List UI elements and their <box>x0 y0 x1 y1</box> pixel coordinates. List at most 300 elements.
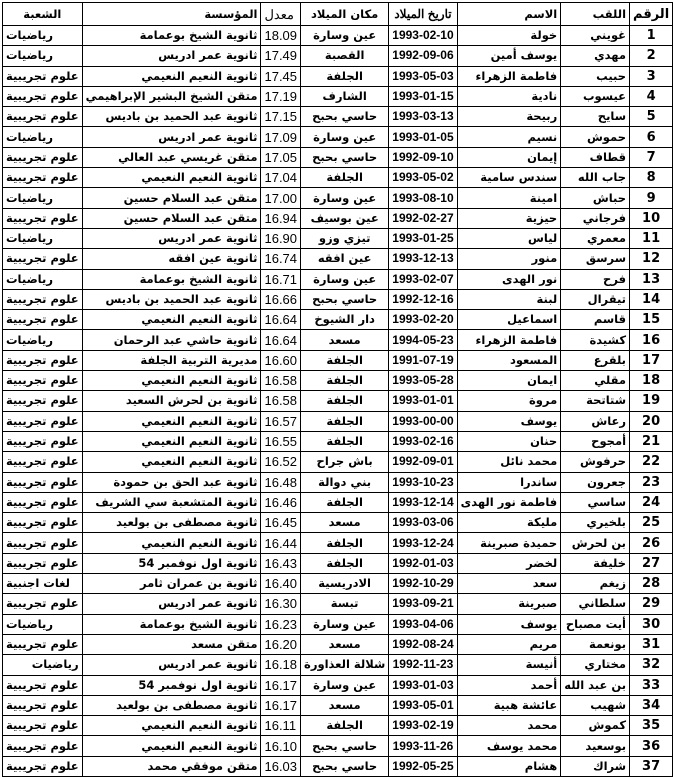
birth-place-cell: شلالة العذاورة <box>301 655 389 675</box>
last-name-cell: رعاش <box>561 411 630 431</box>
row-num-cell: 22 <box>630 452 673 472</box>
row-num-cell: 26 <box>630 533 673 553</box>
last-name-cell: بلقرع <box>561 350 630 370</box>
school-cell: مديرية التربية الجلفة <box>82 350 261 370</box>
table-row <box>3 472 673 492</box>
birth-date-cell: 1993-09-21 <box>389 594 457 614</box>
branch-cell: رياضيات <box>3 46 83 66</box>
average-cell: 16.64 <box>261 310 301 330</box>
first-name-cell: خولة <box>457 26 561 46</box>
last-name-cell: حرفوش <box>561 452 630 472</box>
birth-place-cell: مسعد <box>301 695 389 715</box>
row-num-cell: 8 <box>630 168 673 188</box>
table-row <box>3 391 673 411</box>
birth-date-cell: 1993-05-28 <box>389 371 457 391</box>
table-row <box>3 350 673 370</box>
birth-place-cell: عين وسارة <box>301 188 389 208</box>
average-cell: 16.52 <box>261 452 301 472</box>
header-last-name: اللقب <box>561 3 630 26</box>
first-name-cell: أنيسة <box>457 655 561 675</box>
average-cell: 16.60 <box>261 350 301 370</box>
table-row <box>3 86 673 106</box>
first-name-cell: سندس سامية <box>457 168 561 188</box>
birth-date-cell: 1993-01-03 <box>389 675 457 695</box>
table-row <box>3 655 673 675</box>
birth-date-cell: 1993-08-10 <box>389 188 457 208</box>
school-cell: متقن مسعد <box>82 634 261 654</box>
birth-date-cell: 1993-02-07 <box>389 269 457 289</box>
branch-cell: رياضيات <box>3 228 83 248</box>
row-num-cell: 35 <box>630 716 673 736</box>
row-num-cell: 14 <box>630 289 673 309</box>
birth-date-cell: 1993-11-26 <box>389 736 457 756</box>
birth-date-cell: 1992-01-03 <box>389 553 457 573</box>
average-cell: 17.15 <box>261 107 301 127</box>
first-name-cell: لياس <box>457 228 561 248</box>
school-cell: ثانوية النعيم النعيمي <box>82 371 261 391</box>
birth-date-cell: 1994-05-23 <box>389 330 457 350</box>
average-cell: 16.44 <box>261 533 301 553</box>
row-num-cell: 28 <box>630 574 673 594</box>
row-num-cell: 10 <box>630 208 673 228</box>
school-cell: متقن موفقي محمد <box>82 756 261 776</box>
birth-place-cell: باش جراح <box>301 452 389 472</box>
school-cell: ثانوية حاشي عبد الرحمان <box>82 330 261 350</box>
branch-cell: علوم تجريبية <box>3 716 83 736</box>
birth-place-cell: الجلفة <box>301 168 389 188</box>
average-cell: 17.04 <box>261 168 301 188</box>
branch-cell: رياضيات <box>3 330 83 350</box>
birth-date-cell: 1992-10-29 <box>389 574 457 594</box>
last-name-cell: أمجوح <box>561 431 630 451</box>
branch-cell: لغات اجنبية <box>3 574 83 594</box>
average-cell: 17.49 <box>261 46 301 66</box>
branch-cell: علوم تجريبية <box>3 249 83 269</box>
average-cell: 17.45 <box>261 66 301 86</box>
birth-date-cell: 1992-11-23 <box>389 655 457 675</box>
birth-place-cell: بني دوالة <box>301 472 389 492</box>
row-num-cell: 4 <box>630 86 673 106</box>
birth-place-cell: عين وسارة <box>301 614 389 634</box>
last-name-cell: بونعمة <box>561 634 630 654</box>
average-cell: 16.43 <box>261 553 301 573</box>
birth-date-cell: 1993-00-00 <box>389 411 457 431</box>
birth-date-cell: 1992-09-06 <box>389 46 457 66</box>
first-name-cell: حيزية <box>457 208 561 228</box>
birth-place-cell: مسعد <box>301 513 389 533</box>
last-name-cell: قاسم <box>561 310 630 330</box>
last-name-cell: جاب الله <box>561 168 630 188</box>
first-name-cell: نسيم <box>457 127 561 147</box>
table-row <box>3 107 673 127</box>
birth-place-cell: حاسي بحبح <box>301 147 389 167</box>
birth-date-cell: 1992-09-10 <box>389 147 457 167</box>
school-cell: ثانوية المتشعبة سي الشريف <box>82 492 261 512</box>
last-name-cell: عيسوب <box>561 86 630 106</box>
birth-date-cell: 1993-10-23 <box>389 472 457 492</box>
last-name-cell: مهدي <box>561 46 630 66</box>
birth-place-cell: الجلفة <box>301 391 389 411</box>
birth-place-cell: مسعد <box>301 634 389 654</box>
average-cell: 16.66 <box>261 289 301 309</box>
table-row <box>3 127 673 147</box>
average-cell: 16.58 <box>261 371 301 391</box>
average-cell: 16.18 <box>261 655 301 675</box>
average-cell: 16.03 <box>261 756 301 776</box>
row-num-cell: 3 <box>630 66 673 86</box>
first-name-cell: يوسف أمين <box>457 46 561 66</box>
school-cell: ثانوية النعيم النعيمي <box>82 431 261 451</box>
last-name-cell: ساسي <box>561 492 630 512</box>
school-cell: ثانوية النعيم النعيمي <box>82 66 261 86</box>
first-name-cell: أحمد <box>457 675 561 695</box>
birth-date-cell: 1993-05-01 <box>389 695 457 715</box>
first-name-cell: محمد يوسف <box>457 736 561 756</box>
last-name-cell: زيغم <box>561 574 630 594</box>
birth-place-cell: دار الشيوخ <box>301 310 389 330</box>
birth-date-cell: 1992-02-27 <box>389 208 457 228</box>
average-cell: 16.57 <box>261 411 301 431</box>
table-row <box>3 492 673 512</box>
birth-date-cell: 1993-02-20 <box>389 310 457 330</box>
row-num-cell: 23 <box>630 472 673 492</box>
row-num-cell: 7 <box>630 147 673 167</box>
first-name-cell: منور <box>457 249 561 269</box>
table-row <box>3 289 673 309</box>
branch-cell: رياضيات <box>3 655 83 675</box>
row-num-cell: 21 <box>630 431 673 451</box>
row-num-cell: 15 <box>630 310 673 330</box>
row-num-cell: 17 <box>630 350 673 370</box>
branch-cell: علوم تجريبية <box>3 66 83 86</box>
birth-date-cell: 1992-05-25 <box>389 756 457 776</box>
average-cell: 16.40 <box>261 574 301 594</box>
row-num-cell: 13 <box>630 269 673 289</box>
school-cell: ثانوية عمر ادريس <box>82 46 261 66</box>
school-cell: ثانوية عمر ادريس <box>82 127 261 147</box>
birth-place-cell: عين افقه <box>301 249 389 269</box>
school-cell: ثانوية مصطفى بن بولعيد <box>82 513 261 533</box>
birth-date-cell: 1991-07-19 <box>389 350 457 370</box>
table-row <box>3 574 673 594</box>
birth-place-cell: الشارف <box>301 86 389 106</box>
row-num-cell: 5 <box>630 107 673 127</box>
row-num-cell: 34 <box>630 695 673 715</box>
birth-place-cell: الجلفة <box>301 553 389 573</box>
row-num-cell: 31 <box>630 634 673 654</box>
birth-place-cell: عين وسارة <box>301 127 389 147</box>
branch-cell: علوم تجريبية <box>3 310 83 330</box>
table-row <box>3 26 673 46</box>
school-cell: ثانوية النعيم النعيمي <box>82 533 261 553</box>
last-name-cell: مختاري <box>561 655 630 675</box>
branch-cell: علوم تجريبية <box>3 86 83 106</box>
row-num-cell: 20 <box>630 411 673 431</box>
table-row <box>3 310 673 330</box>
last-name-cell: معمري <box>561 228 630 248</box>
school-cell: ثانوية عبد الحق بن حمودة <box>82 472 261 492</box>
branch-cell: علوم تجريبية <box>3 208 83 228</box>
school-cell: ثانوية اول نوفمبر 54 <box>82 675 261 695</box>
last-name-cell: سايح <box>561 107 630 127</box>
table-row <box>3 594 673 614</box>
first-name-cell: نور الهدى <box>457 269 561 289</box>
table-row <box>3 228 673 248</box>
first-name-cell: اسماعيل <box>457 310 561 330</box>
table-row <box>3 553 673 573</box>
last-name-cell: سرسق <box>561 249 630 269</box>
branch-cell: علوم تجريبية <box>3 533 83 553</box>
birth-place-cell: الجلفة <box>301 431 389 451</box>
school-cell: متقن غريسي عبد العالي <box>82 147 261 167</box>
birth-date-cell: 1993-02-10 <box>389 26 457 46</box>
table-body <box>3 26 673 777</box>
table-row <box>3 168 673 188</box>
table-row <box>3 452 673 472</box>
last-name-cell: أيت مصباح <box>561 614 630 634</box>
last-name-cell: شتاتحة <box>561 391 630 411</box>
branch-cell: علوم تجريبية <box>3 756 83 776</box>
branch-cell: رياضيات <box>3 269 83 289</box>
average-cell: 16.20 <box>261 634 301 654</box>
last-name-cell: قطاف <box>561 147 630 167</box>
row-num-cell: 27 <box>630 553 673 573</box>
header-average: معدل <box>261 3 301 26</box>
results-table <box>2 2 673 777</box>
first-name-cell: امينة <box>457 188 561 208</box>
birth-date-cell: 1993-12-13 <box>389 249 457 269</box>
branch-cell: علوم تجريبية <box>3 107 83 127</box>
branch-cell: علوم تجريبية <box>3 492 83 512</box>
table-row <box>3 614 673 634</box>
table-row <box>3 269 673 289</box>
birth-place-cell: مسعد <box>301 330 389 350</box>
school-cell: ثانوية النعيم النعيمي <box>82 736 261 756</box>
average-cell: 16.11 <box>261 716 301 736</box>
average-cell: 16.46 <box>261 492 301 512</box>
school-cell: متقن الشيخ البشير الإبراهيمي <box>82 86 261 106</box>
birth-place-cell: حاسي بحبح <box>301 736 389 756</box>
last-name-cell: سلطاني <box>561 594 630 614</box>
birth-date-cell: 1993-02-19 <box>389 716 457 736</box>
first-name-cell: لخضر <box>457 553 561 573</box>
row-num-cell: 18 <box>630 371 673 391</box>
branch-cell: رياضيات <box>3 614 83 634</box>
table-row <box>3 147 673 167</box>
school-cell: ثانوية عين افقه <box>82 249 261 269</box>
school-cell: ثانوية النعيم النعيمي <box>82 716 261 736</box>
birth-place-cell: حاسي بحبح <box>301 107 389 127</box>
average-cell: 16.17 <box>261 695 301 715</box>
birth-place-cell: حاسي بحبح <box>301 756 389 776</box>
first-name-cell: فاطمة نور الهدى <box>457 492 561 512</box>
row-num-cell: 6 <box>630 127 673 147</box>
last-name-cell: جعرون <box>561 472 630 492</box>
average-cell: 16.45 <box>261 513 301 533</box>
school-cell: ثانوية عمر ادريس <box>82 655 261 675</box>
first-name-cell: ايمان <box>457 371 561 391</box>
birth-place-cell: الجلفة <box>301 716 389 736</box>
birth-place-cell: الجلفة <box>301 411 389 431</box>
branch-cell: علوم تجريبية <box>3 147 83 167</box>
birth-place-cell: تيزي وزو <box>301 228 389 248</box>
average-cell: 16.10 <box>261 736 301 756</box>
last-name-cell: كشيدة <box>561 330 630 350</box>
average-cell: 18.09 <box>261 26 301 46</box>
last-name-cell: غويني <box>561 26 630 46</box>
school-cell: متقن عبد السلام حسين <box>82 208 261 228</box>
average-cell: 16.71 <box>261 269 301 289</box>
row-num-cell: 33 <box>630 675 673 695</box>
birth-place-cell: الجلفة <box>301 533 389 553</box>
first-name-cell: سعد <box>457 574 561 594</box>
branch-cell: رياضيات <box>3 127 83 147</box>
first-name-cell: نادية <box>457 86 561 106</box>
birth-date-cell: 1993-12-24 <box>389 533 457 553</box>
table-row <box>3 634 673 654</box>
first-name-cell: محمد <box>457 716 561 736</box>
average-cell: 17.09 <box>261 127 301 147</box>
birth-place-cell: القصبة <box>301 46 389 66</box>
birth-date-cell: 1993-12-14 <box>389 492 457 512</box>
header-num: الرقم <box>630 3 673 26</box>
branch-cell: علوم تجريبية <box>3 472 83 492</box>
birth-date-cell: 1993-01-25 <box>389 228 457 248</box>
last-name-cell: تيقرال <box>561 289 630 309</box>
last-name-cell: شهيب <box>561 695 630 715</box>
birth-place-cell: تبسة <box>301 594 389 614</box>
birth-date-cell: 1993-01-01 <box>389 391 457 411</box>
branch-cell: علوم تجريبية <box>3 634 83 654</box>
school-cell: ثانوية الشيخ بوعمامة <box>82 26 261 46</box>
table-row <box>3 46 673 66</box>
school-cell: ثانوية النعيم النعيمي <box>82 411 261 431</box>
table-row <box>3 188 673 208</box>
table-row <box>3 371 673 391</box>
birth-place-cell: الجلفة <box>301 350 389 370</box>
branch-cell: علوم تجريبية <box>3 391 83 411</box>
table-row <box>3 513 673 533</box>
first-name-cell: فاطمة الزهراء <box>457 330 561 350</box>
average-cell: 16.94 <box>261 208 301 228</box>
last-name-cell: خليفة <box>561 553 630 573</box>
branch-cell: علوم تجريبية <box>3 350 83 370</box>
branch-cell: علوم تجريبية <box>3 431 83 451</box>
header-first-name: الاسم <box>457 3 561 26</box>
first-name-cell: يوسف <box>457 614 561 634</box>
last-name-cell: كموش <box>561 716 630 736</box>
branch-cell: علوم تجريبية <box>3 411 83 431</box>
first-name-cell: ساندرا <box>457 472 561 492</box>
school-cell: ثانوية بن لحرش السعيد <box>82 391 261 411</box>
branch-cell: علوم تجريبية <box>3 594 83 614</box>
branch-cell: علوم تجريبية <box>3 513 83 533</box>
row-num-cell: 12 <box>630 249 673 269</box>
table-row <box>3 208 673 228</box>
average-cell: 17.05 <box>261 147 301 167</box>
last-name-cell: بوسعيد <box>561 736 630 756</box>
birth-date-cell: 1993-03-13 <box>389 107 457 127</box>
row-num-cell: 37 <box>630 756 673 776</box>
row-num-cell: 25 <box>630 513 673 533</box>
school-cell: ثانوية الشيخ بوعمامة <box>82 269 261 289</box>
last-name-cell: مقلي <box>561 371 630 391</box>
header-school: المؤسسة <box>82 3 261 26</box>
branch-cell: علوم تجريبية <box>3 371 83 391</box>
school-cell: ثانوية النعيم النعيمي <box>82 310 261 330</box>
birth-date-cell: 1992-12-16 <box>389 289 457 309</box>
table-row <box>3 533 673 553</box>
branch-cell: علوم تجريبية <box>3 289 83 309</box>
row-num-cell: 36 <box>630 736 673 756</box>
birth-date-cell: 1993-02-16 <box>389 431 457 451</box>
branch-cell: علوم تجريبية <box>3 168 83 188</box>
first-name-cell: مليكة <box>457 513 561 533</box>
branch-cell: علوم تجريبية <box>3 452 83 472</box>
first-name-cell: حنان <box>457 431 561 451</box>
school-cell: ثانوية النعيم النعيمي <box>82 452 261 472</box>
birth-place-cell: الجلفة <box>301 66 389 86</box>
header-birth-date: تاريخ الميلاد <box>389 3 457 26</box>
birth-date-cell: 1993-01-05 <box>389 127 457 147</box>
header-birth-place: مكان الميلاد <box>301 3 389 26</box>
table-row <box>3 330 673 350</box>
birth-date-cell: 1993-05-02 <box>389 168 457 188</box>
birth-place-cell: عين وسارة <box>301 26 389 46</box>
table-row <box>3 716 673 736</box>
school-cell: ثانوية عمر ادريس <box>82 594 261 614</box>
average-cell: 16.23 <box>261 614 301 634</box>
last-name-cell: شراك <box>561 756 630 776</box>
results-sheet <box>2 2 673 777</box>
average-cell: 16.55 <box>261 431 301 451</box>
first-name-cell: مريم <box>457 634 561 654</box>
table-row <box>3 431 673 451</box>
school-cell: ثانوية الشيخ بوعمامة <box>82 614 261 634</box>
header-row <box>3 3 673 26</box>
last-name-cell: فرح <box>561 269 630 289</box>
school-cell: ثانوية بن عمران ثامر <box>82 574 261 594</box>
table-row <box>3 736 673 756</box>
average-cell: 16.64 <box>261 330 301 350</box>
school-cell: ثانوية مصطفى بن بولعيد <box>82 695 261 715</box>
row-num-cell: 32 <box>630 655 673 675</box>
table-row <box>3 66 673 86</box>
first-name-cell: عائشة هبية <box>457 695 561 715</box>
last-name-cell: بن عبد الله <box>561 675 630 695</box>
school-cell: ثانوية عبد الحميد بن باديس <box>82 289 261 309</box>
birth-place-cell: حاسي بحبح <box>301 289 389 309</box>
average-cell: 16.74 <box>261 249 301 269</box>
first-name-cell: ربيحة <box>457 107 561 127</box>
table-row <box>3 695 673 715</box>
branch-cell: علوم تجريبية <box>3 675 83 695</box>
last-name-cell: حبيب <box>561 66 630 86</box>
last-name-cell: بلخيري <box>561 513 630 533</box>
row-num-cell: 9 <box>630 188 673 208</box>
row-num-cell: 2 <box>630 46 673 66</box>
branch-cell: علوم تجريبية <box>3 736 83 756</box>
row-num-cell: 19 <box>630 391 673 411</box>
row-num-cell: 24 <box>630 492 673 512</box>
average-cell: 16.30 <box>261 594 301 614</box>
row-num-cell: 29 <box>630 594 673 614</box>
average-cell: 16.48 <box>261 472 301 492</box>
branch-cell: علوم تجريبية <box>3 695 83 715</box>
table-row <box>3 675 673 695</box>
first-name-cell: مروة <box>457 391 561 411</box>
average-cell: 17.19 <box>261 86 301 106</box>
